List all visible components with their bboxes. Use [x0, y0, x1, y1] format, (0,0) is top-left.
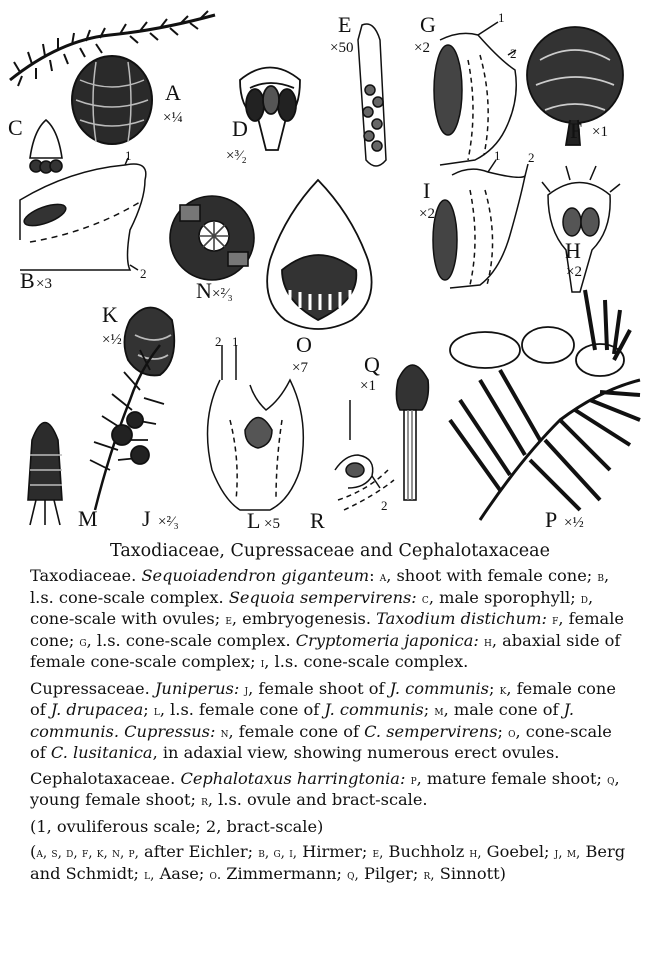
figure-letter: n	[220, 724, 229, 741]
caption-family-name: Cephalotaxaceae.	[30, 768, 181, 788]
figure-letter: r	[201, 793, 208, 809]
label-l: L	[247, 508, 261, 533]
species-name: C. sempervirens	[364, 721, 498, 741]
species-name: Taxodium distichum:	[376, 609, 547, 628]
drawing-e-embryogenesis	[358, 24, 386, 166]
label-c: C	[8, 115, 23, 140]
figure-letter: q	[607, 771, 615, 788]
drawing-l-female-cone-section	[208, 345, 304, 510]
species-name: C. lusitanica	[50, 743, 153, 762]
species-name: Cryptomeria japonica:	[295, 630, 479, 650]
label-d: D	[232, 116, 248, 141]
figure-letter: e	[225, 612, 232, 628]
drawing-a-shoot-with-cone	[10, 11, 215, 144]
drawing-m-male-cone	[28, 423, 62, 526]
species-name: Cephalotaxus harringtonia:	[180, 768, 406, 788]
figure-letter: j	[244, 681, 249, 698]
label-m: M	[78, 506, 98, 531]
label-j-magnification: ×²⁄₃	[158, 514, 179, 530]
figure-letter: p	[410, 771, 417, 788]
drawing-p-mature-female-shoot	[450, 290, 640, 520]
label-l-1: 1	[232, 334, 239, 349]
label-a-magnification: ×¼	[163, 110, 183, 126]
figure-letter: o	[508, 724, 516, 741]
drawing-c-male-sporophyll	[30, 120, 62, 173]
drawing-k-female-cone	[124, 308, 174, 376]
figure-letter: b	[597, 569, 604, 585]
caption-taxodiaceae: Taxodiaceae. Sequoiadendron giganteum: a, shoot with female cone; b, l.s. cone-scale complex. Sequoia sempervirens: c, male sporophyll; d, cone-scale with ovules; e, embryogenesis. Taxodium distichum: f, female cone; g, l.s. cone-scale complex. Cryptomeria japonica: h, abaxial side of female cone-scale complex; i, l.s. cone-scale complex.	[30, 566, 624, 671]
label-f-magnification: ×1	[592, 124, 608, 140]
caption-cupressaceae: Cupressaceae. Juniperus: j, female shoot of J. communis; k, female cone of J. drupacea; l, l.s. female cone of J. communis; m, male cone of J. communis. Cupressus: n, female cone of C. sempervirens; o, cone-scale of C. lusitanica, in adaxial view, showing numerous erect ovules.	[30, 678, 616, 762]
label-h: H	[565, 238, 581, 263]
label-r: R	[310, 508, 325, 533]
label-l-magnification: ×5	[264, 516, 280, 532]
label-g-1: 1	[498, 10, 505, 25]
drawing-n-female-cone	[170, 196, 254, 280]
caption-sources: (a, s, d, f, k, n, p, after Eichler; b, g, i, Hirmer; e, Buchholz h, Goebel; j, m, Berg and Schmidt; l, Aase; o. Zimmermann; q, Pilger; r, Sinnott)	[30, 842, 626, 883]
figure-letter: m	[434, 703, 444, 719]
label-p: P	[545, 507, 558, 532]
caption-family-name: Taxodiaceae.	[30, 566, 142, 585]
drawing-b-cone-scale-complex	[20, 158, 146, 270]
caption-key-numbers: (1, ovuliferous scale; 2, bract-scale)	[30, 816, 324, 836]
species-name: Sequoiadendron giganteum	[141, 566, 370, 585]
species-name: Cupressus:	[124, 721, 216, 741]
label-g-magnification: ×2	[414, 40, 430, 56]
figure-letter: g	[79, 633, 87, 650]
figure-letter: d	[580, 590, 589, 607]
label-n-magnification: ×²⁄₃	[212, 286, 233, 302]
label-a: A	[165, 80, 181, 105]
label-g-2: 2	[510, 46, 517, 61]
drawing-q-young-female-shoot	[396, 365, 428, 500]
figure-letter: c	[421, 590, 429, 607]
figure-letter: h	[484, 633, 492, 650]
label-i-magnification: ×2	[419, 206, 435, 222]
label-b: B	[20, 268, 35, 293]
label-b-magnification: ×3	[36, 276, 52, 292]
label-b-2: 2	[140, 266, 147, 281]
label-q: Q	[364, 352, 380, 377]
drawing-g-cone-scale-complex	[434, 22, 516, 165]
species-name: Sequoia sempervirens:	[228, 587, 417, 607]
label-g: G	[420, 12, 436, 37]
label-i: I	[423, 178, 431, 203]
label-e: E	[338, 12, 352, 37]
figure-letter: i	[260, 655, 265, 671]
drawing-i-cone-scale-complex	[433, 160, 528, 288]
label-d-magnification: ×³⁄₂	[226, 148, 247, 164]
label-r-2: 2	[381, 498, 388, 513]
caption-cephalotaxaceae: Cephalotaxaceae. Cephalotaxus harringtonia: p, mature female shoot; q, young female shoot; r, l.s. ovule and bract-scale.	[30, 768, 620, 809]
species-name: J. communis.	[30, 700, 575, 741]
label-h-magnification: ×2	[566, 264, 582, 280]
label-n: N	[196, 278, 212, 303]
drawing-o-cone-scale	[267, 180, 371, 329]
label-l-2: 2	[215, 334, 222, 349]
label-p-magnification: ×½	[564, 515, 584, 531]
species-name: Juniperus:	[154, 678, 240, 698]
label-q-magnification: ×1	[360, 378, 376, 394]
caption-title: Taxodiaceae, Cupressaceae and Cephalotaxaceae	[110, 541, 550, 561]
label-o: O	[296, 332, 312, 357]
figure-caption	[30, 540, 630, 890]
figure-letter: a	[379, 569, 387, 585]
drawing-d-cone-scale-ovules	[240, 68, 300, 151]
label-i-1: 1	[494, 148, 501, 163]
caption-family-name: Cupressaceae.	[30, 678, 155, 698]
figure-letter: l	[153, 703, 160, 719]
label-k: K	[102, 302, 118, 327]
species-name: J. communis	[389, 678, 489, 698]
label-j: J	[142, 506, 151, 531]
figure-letter: k	[499, 681, 507, 698]
species-name: J. communis	[324, 700, 424, 719]
drawing-r-ovule-bract-scale	[335, 400, 394, 510]
label-k-magnification: ×½	[102, 332, 122, 348]
label-i-2: 2	[528, 150, 535, 165]
figure-letter: f	[552, 612, 559, 628]
label-b-1: 1	[125, 148, 132, 163]
label-f: F	[570, 118, 583, 143]
label-o-magnification: ×7	[292, 360, 308, 376]
label-e-magnification: ×50	[330, 40, 354, 56]
species-name: J. drupacea	[50, 700, 144, 719]
